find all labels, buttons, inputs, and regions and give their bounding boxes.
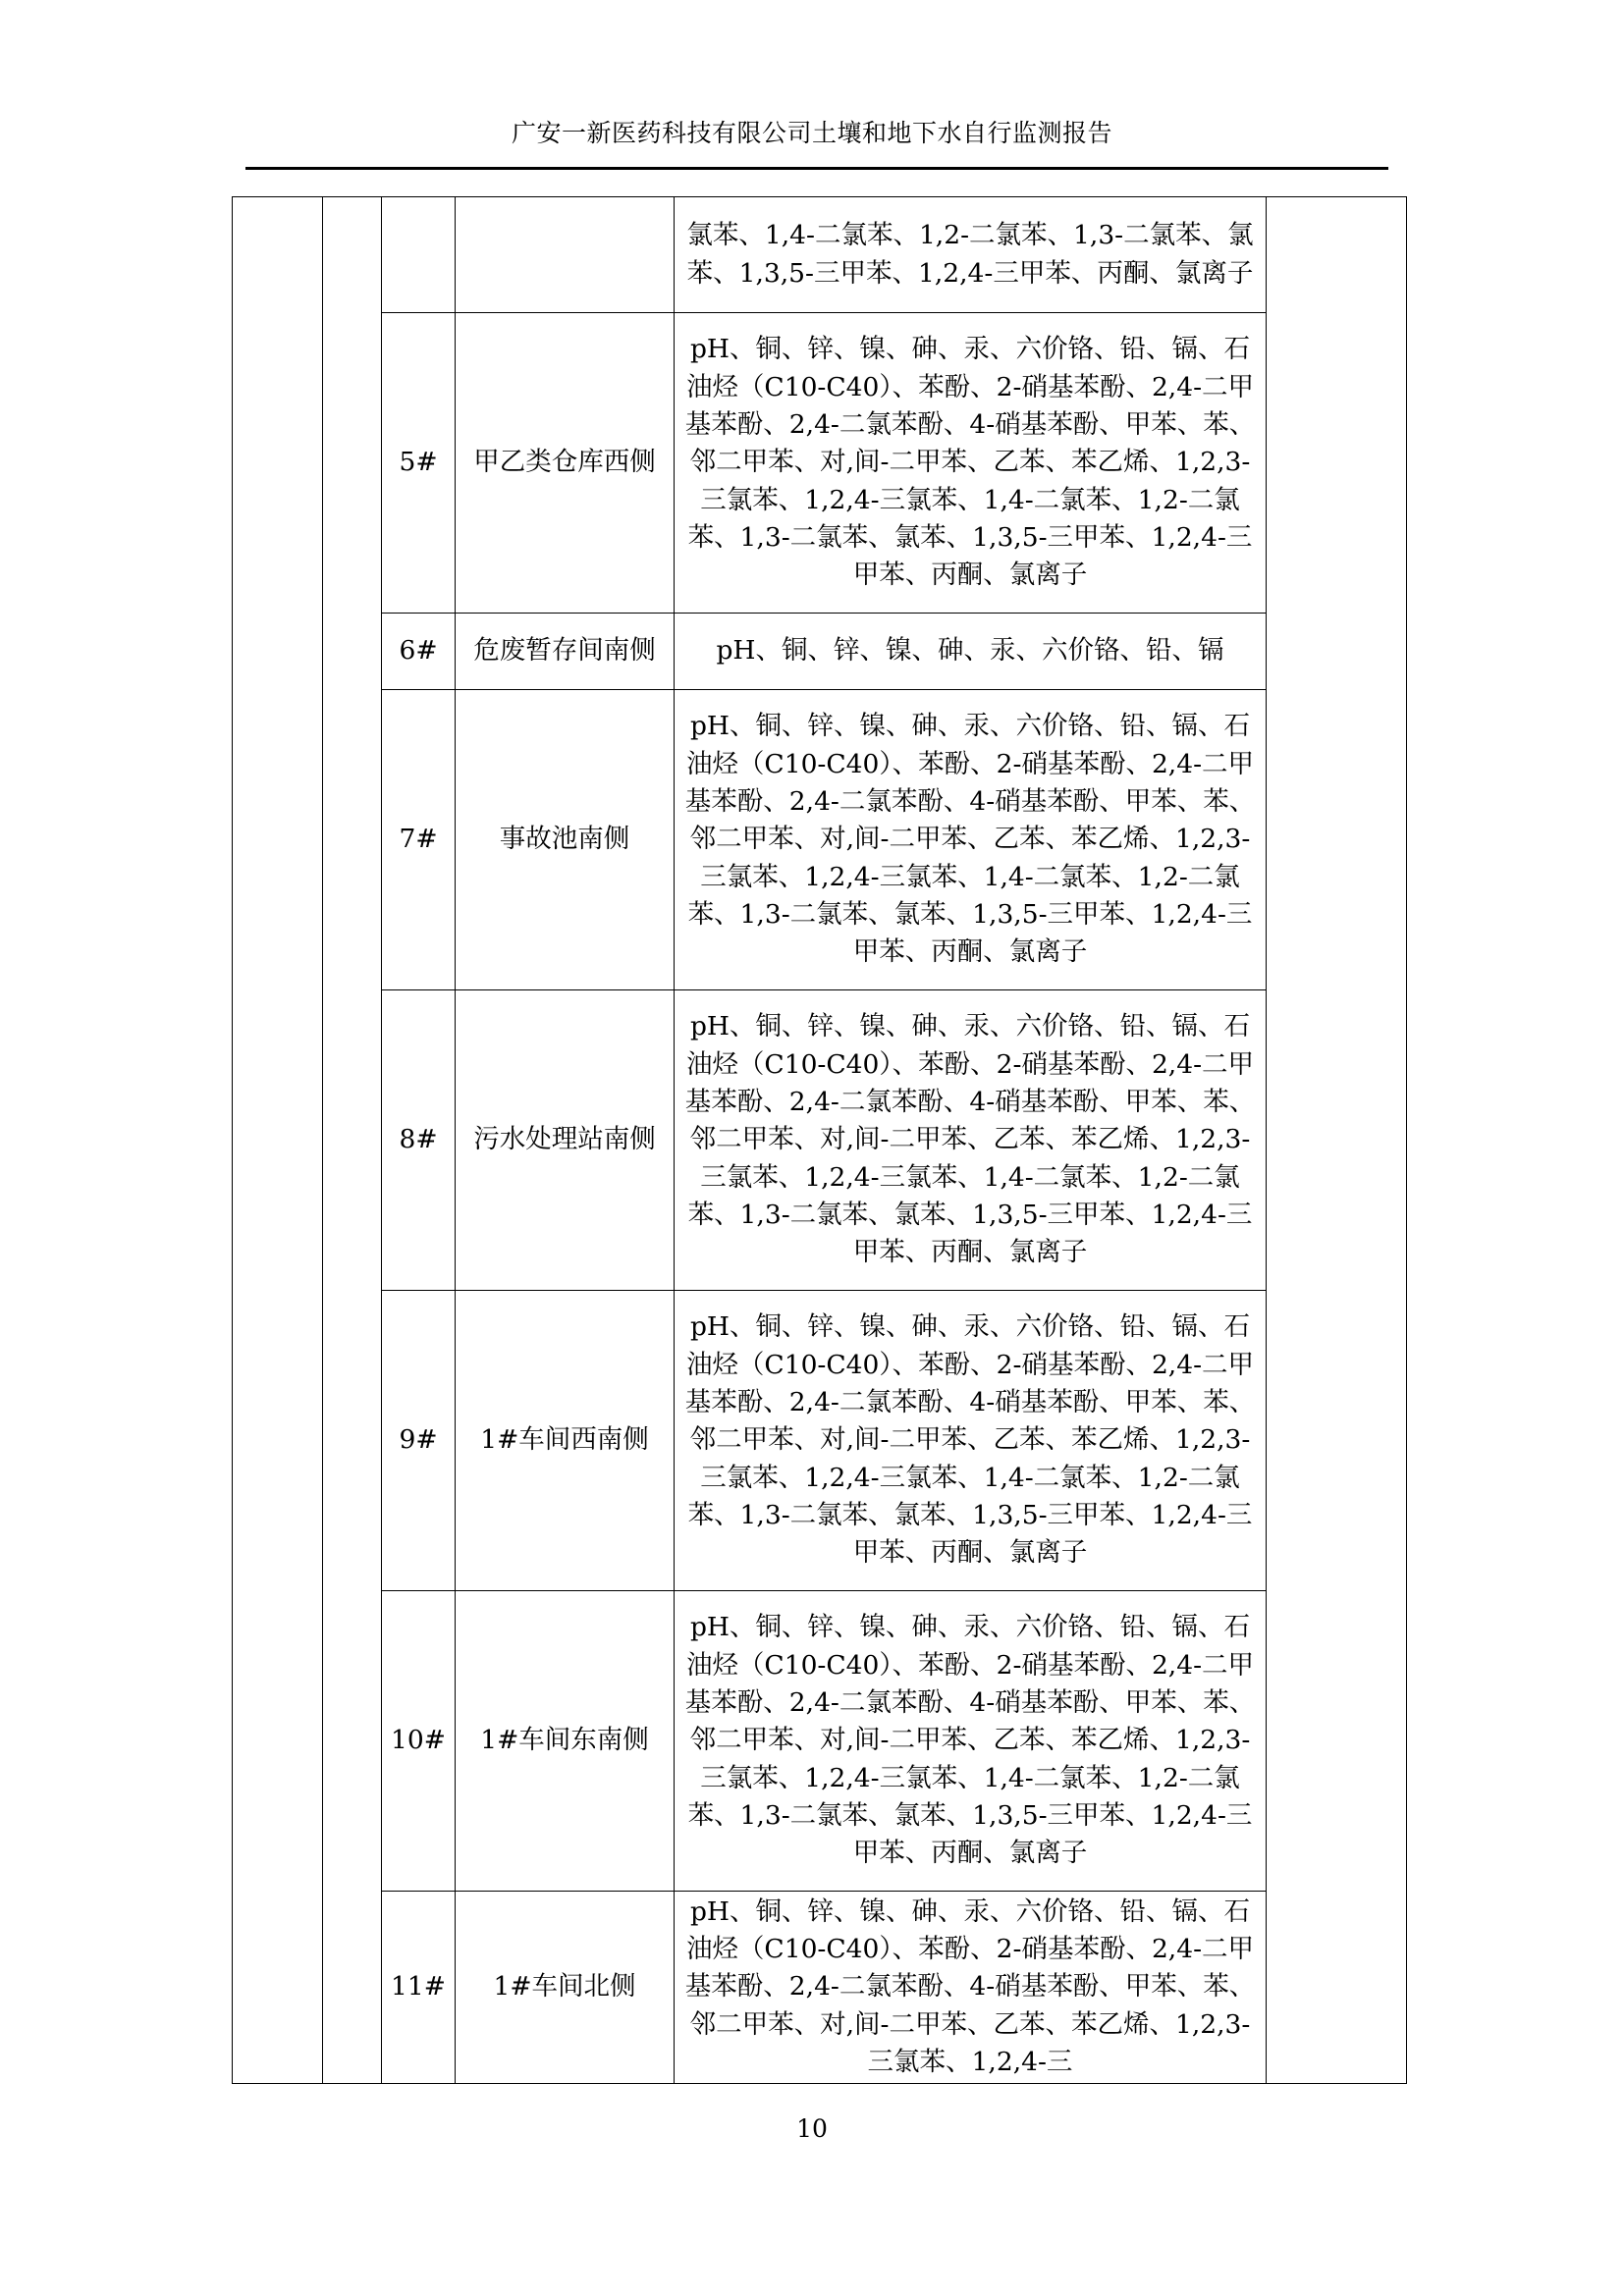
table-row xyxy=(233,990,1407,1291)
point-location-cell: 1#车间西南侧 xyxy=(456,1291,675,1591)
header-divider xyxy=(245,167,1388,170)
subcategory-cell xyxy=(323,197,382,2084)
point-number-cell: 11# xyxy=(382,1892,456,2084)
point-number-cell: 8# xyxy=(382,990,456,1291)
table-row xyxy=(233,614,1407,690)
monitoring-items-cell xyxy=(675,614,1267,690)
table-row xyxy=(233,313,1407,614)
monitoring-items-text: pH、铜、锌、镍、砷、汞、六价铬、铅、镉、石油烃（C10-C40）、苯酚、2-硝基苯酚、2,4-二甲基苯酚、2,4-二氯苯酚、4-硝基苯酚、甲苯、苯、邻二甲苯、对,间-二甲苯、乙苯、苯乙烯、1,2,3-三氯苯、1,2,4-三氯苯、1,4-二氯苯、1,2-二氯苯、1,3-二氯苯、氯苯、1,3,5-三甲苯、1,2,4-三甲苯、丙酮、氯离子 xyxy=(684,1612,1256,1869)
point-number-cell: 6# xyxy=(382,614,456,690)
point-location-cell xyxy=(456,197,675,313)
point-location-cell: 污水处理站南侧 xyxy=(456,990,675,1291)
monitoring-items-cell xyxy=(675,1591,1267,1892)
monitoring-items-text: pH、铜、锌、镍、砷、汞、六价铬、铅、镉、石油烃（C10-C40）、苯酚、2-硝基苯酚、2,4-二甲基苯酚、2,4-二氯苯酚、4-硝基苯酚、甲苯、苯、邻二甲苯、对,间-二甲苯、乙苯、苯乙烯、1,2,3-三氯苯、1,2,4-三氯苯、1,4-二氯苯、1,2-二氯苯、1,3-二氯苯、氯苯、1,3,5-三甲苯、1,2,4-三甲苯、丙酮、氯离子 xyxy=(684,1311,1256,1569)
report-header-title: 广安一新医药科技有限公司土壤和地下水自行监测报告 xyxy=(511,119,1112,147)
table-row xyxy=(233,690,1407,990)
monitoring-items-cell xyxy=(675,990,1267,1291)
monitoring-items-text: pH、铜、锌、镍、砷、汞、六价铬、铅、镉、石油烃（C10-C40）、苯酚、2-硝基苯酚、2,4-二甲基苯酚、2,4-二氯苯酚、4-硝基苯酚、甲苯、苯、邻二甲苯、对,间-二甲苯、乙苯、苯乙烯、1,2,3-三氯苯、1,2,4-三氯苯、1,4-二氯苯、1,2-二氯苯、1,3-二氯苯、氯苯、1,3,5-三甲苯、1,2,4-三甲苯、丙酮、氯离子 xyxy=(684,711,1256,968)
monitoring-items-cell xyxy=(675,690,1267,990)
monitoring-items-text: pH、铜、锌、镍、砷、汞、六价铬、铅、镉、石油烃（C10-C40）、苯酚、2-硝基苯酚、2,4-二甲基苯酚、2,4-二氯苯酚、4-硝基苯酚、甲苯、苯、邻二甲苯、对,间-二甲苯、乙苯、苯乙烯、1,2,3-三氯苯、1,2,4-三 xyxy=(684,1896,1256,2077)
monitoring-items-text: pH、铜、锌、镍、砷、汞、六价铬、铅、镉、石油烃（C10-C40）、苯酚、2-硝基苯酚、2,4-二甲基苯酚、2,4-二氯苯酚、4-硝基苯酚、甲苯、苯、邻二甲苯、对,间-二甲苯、乙苯、苯乙烯、1,2,3-三氯苯、1,2,4-三氯苯、1,4-二氯苯、1,2-二氯苯、1,3-二氯苯、氯苯、1,3,5-三甲苯、1,2,4-三甲苯、丙酮、氯离子 xyxy=(684,1011,1256,1268)
monitoring-items-text: 氯苯、1,4-二氯苯、1,2-二氯苯、1,3-二氯苯、氯苯、1,3,5-三甲苯、1,2,4-三甲苯、丙酮、氯离子 xyxy=(686,220,1254,289)
category-cell xyxy=(233,197,323,2084)
point-location-cell: 事故池南侧 xyxy=(456,690,675,990)
point-location-cell: 1#车间东南侧 xyxy=(456,1591,675,1892)
point-number-cell: 7# xyxy=(382,690,456,990)
table-row xyxy=(233,1291,1407,1591)
table-row xyxy=(233,197,1407,313)
table-row xyxy=(233,1892,1407,2084)
page-number: 10 xyxy=(796,2114,828,2143)
point-number-cell xyxy=(382,197,456,313)
monitoring-items-cell xyxy=(675,1291,1267,1591)
point-number-cell: 9# xyxy=(382,1291,456,1591)
remarks-cell xyxy=(1267,197,1407,2084)
point-number-cell: 5# xyxy=(382,313,456,614)
monitoring-items-cell xyxy=(675,313,1267,614)
point-location-cell: 甲乙类仓库西侧 xyxy=(456,313,675,614)
monitoring-items-text: pH、铜、锌、镍、砷、汞、六价铬、铅、镉、石油烃（C10-C40）、苯酚、2-硝基苯酚、2,4-二甲基苯酚、2,4-二氯苯酚、4-硝基苯酚、甲苯、苯、邻二甲苯、对,间-二甲苯、乙苯、苯乙烯、1,2,3-三氯苯、1,2,4-三氯苯、1,4-二氯苯、1,2-二氯苯、1,3-二氯苯、氯苯、1,3,5-三甲苯、1,2,4-三甲苯、丙酮、氯离子 xyxy=(684,334,1256,591)
table-row xyxy=(233,1591,1407,1892)
monitoring-items-text: pH、铜、锌、镍、砷、汞、六价铬、铅、镉 xyxy=(716,635,1224,667)
monitoring-items-cell xyxy=(675,197,1267,313)
point-location-cell: 1#车间北侧 xyxy=(456,1892,675,2084)
point-location-cell: 危废暂存间南侧 xyxy=(456,614,675,690)
point-number-cell: 10# xyxy=(382,1591,456,1892)
monitoring-items-cell xyxy=(675,1892,1267,2084)
monitoring-table xyxy=(232,196,1407,2084)
